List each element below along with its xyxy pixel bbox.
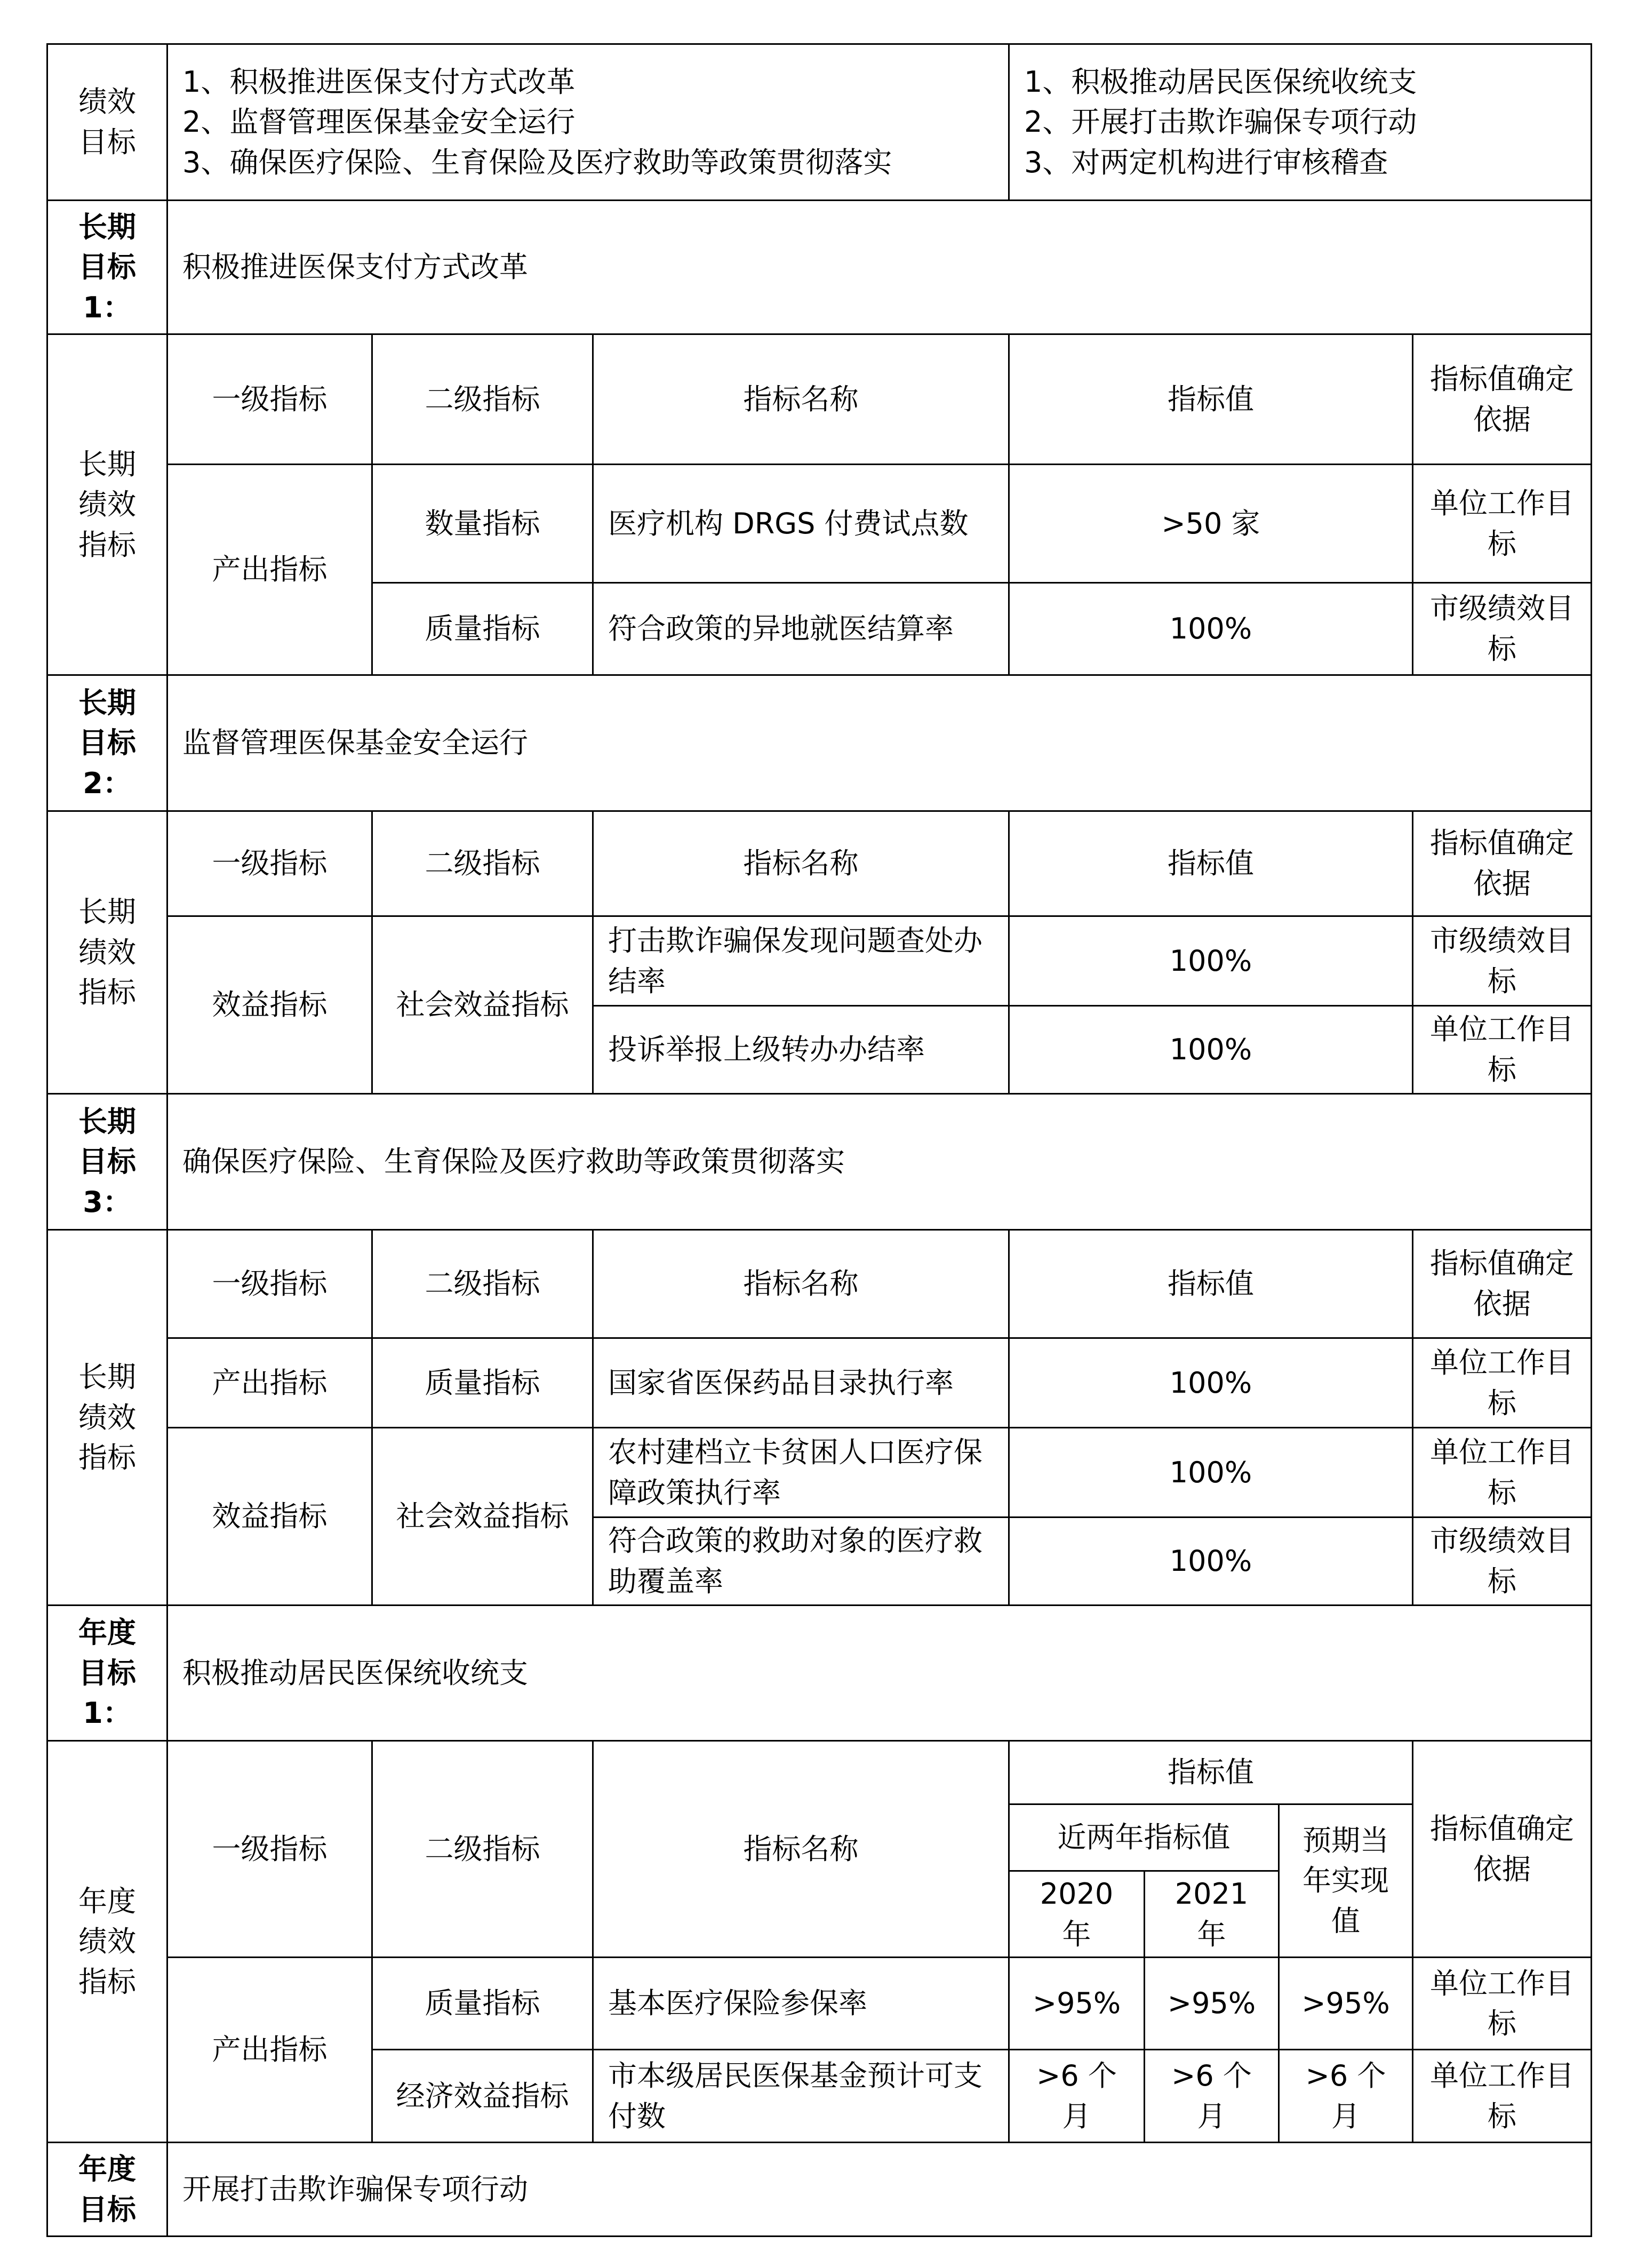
header-level2: 二级指标 [372,1741,593,1958]
table-row [47,916,1592,1006]
header-name: 指标名称 [593,1741,1009,1958]
expected-value-cell: >6 个月 [1279,2050,1413,2143]
goal-label-cell [47,1606,167,1741]
indicator-value-cell: 100% [1009,1338,1413,1428]
header-expected: 预期当年实现值 [1279,1804,1413,1958]
goal-label: 长期目标1： [78,210,136,324]
indicator-name-cell: 国家省医保药品目录执行率 [593,1338,1009,1428]
indicator-section-label-cell [47,334,167,675]
header-name: 指标名称 [593,334,1009,465]
indicator-name-cell: 符合政策的救助对象的医疗救助覆盖率 [593,1518,1009,1606]
goal-text: 积极推进医保支付方式改革 [167,201,1592,334]
table-row [47,1958,1592,2050]
indicator-value-cell: >50 家 [1009,465,1413,583]
level1-cell: 产出指标 [167,1958,372,2143]
header-level1: 一级指标 [167,811,372,916]
basis-cell: 单位工作目标 [1413,1428,1592,1518]
value-2020-cell: >95% [1009,1958,1145,2050]
indicator-name-cell: 符合政策的异地就医结算率 [593,583,1009,675]
header-year-2020: 2020 年 [1009,1871,1145,1958]
annual-goal-item: 3、对两定机构进行审核稽查 [1024,145,1388,179]
indicator-section-label-cell [47,1741,167,2143]
indicator-value-cell: 100% [1009,916,1413,1006]
long-term-goal-item: 3、确保医疗保险、生育保险及医疗救助等政策贯彻落实 [182,145,892,179]
goal-text: 开展打击欺诈骗保专项行动 [167,2143,1592,2237]
table-header-row [47,811,1592,916]
long-term-goal-item: 2、监督管理医保基金安全运行 [182,105,576,139]
goal-text: 确保医疗保险、生育保险及医疗救助等政策贯彻落实 [167,1094,1592,1230]
level2-cell: 社会效益指标 [372,916,593,1094]
table-row [47,1338,1592,1428]
level1-cell: 产出指标 [167,1338,372,1428]
goal-label: 年度目标1： [78,1616,136,1730]
table-row [47,1428,1592,1518]
indicator-section-label: 长期绩效指标 [78,1360,136,1475]
performance-goals-label: 绩效目标 [78,85,136,159]
value-2021-cell: >95% [1145,1958,1279,2050]
long-term-goals-list-cell [167,44,1009,201]
performance-goals-label-cell [47,44,167,201]
indicator-name-cell: 投诉举报上级转办办结率 [593,1006,1009,1094]
indicator-section-label-cell [47,1230,167,1606]
header-basis: 指标值确定依据 [1413,1230,1592,1338]
goal-row [47,201,1592,334]
performance-goals-table [46,43,1592,2237]
indicator-value-cell: 100% [1009,1006,1413,1094]
goal-label: 长期目标3： [78,1104,136,1219]
header-level2: 二级指标 [372,1230,593,1338]
goal-label: 年度目标 [78,2152,136,2226]
goal-row [47,1094,1592,1230]
table-header-row [47,1741,1592,1804]
header-value: 指标值 [1009,1741,1413,1804]
indicator-value-cell: 100% [1009,1428,1413,1518]
header-level1: 一级指标 [167,1230,372,1338]
goal-row [47,1606,1592,1741]
goal-text: 积极推动居民医保统收统支 [167,1606,1592,1741]
indicator-section-label: 年度绩效指标 [78,1884,136,1999]
level2-cell: 数量指标 [372,465,593,583]
basis-cell: 市级绩效目标 [1413,583,1592,675]
header-name: 指标名称 [593,811,1009,916]
basis-cell: 市级绩效目标 [1413,916,1592,1006]
header-basis: 指标值确定依据 [1413,1741,1592,1958]
indicator-name-cell: 打击欺诈骗保发现问题查处办结率 [593,916,1009,1006]
long-term-goal-item: 1、积极推进医保支付方式改革 [182,65,576,99]
goal-label-cell [47,2143,167,2237]
basis-cell: 单位工作目标 [1413,465,1592,583]
basis-cell: 单位工作目标 [1413,1338,1592,1428]
header-level1: 一级指标 [167,334,372,465]
indicator-value-cell: 100% [1009,1518,1413,1606]
level1-cell: 产出指标 [167,465,372,675]
header-value: 指标值 [1009,1230,1413,1338]
header-level2: 二级指标 [372,334,593,465]
level2-cell: 质量指标 [372,1958,593,2050]
level1-cell: 效益指标 [167,1428,372,1606]
table-row [47,44,1592,201]
table-header-row [47,1230,1592,1338]
annual-goals-list-cell [1009,44,1592,201]
indicator-name-cell: 医疗机构 DRGS 付费试点数 [593,465,1009,583]
header-basis: 指标值确定依据 [1413,811,1592,916]
value-2021-cell: >6 个月 [1145,2050,1279,2143]
goal-row [47,2143,1592,2237]
level2-cell: 经济效益指标 [372,2050,593,2143]
table-header-row [47,334,1592,465]
annual-goal-item: 1、积极推动居民医保统收统支 [1024,65,1417,99]
basis-cell: 市级绩效目标 [1413,1518,1592,1606]
annual-goal-item: 2、开展打击欺诈骗保专项行动 [1024,105,1417,139]
indicator-name-cell: 农村建档立卡贫困人口医疗保障政策执行率 [593,1428,1009,1518]
level2-cell: 质量指标 [372,583,593,675]
header-year-2021: 2021 年 [1145,1871,1279,1958]
goal-label-cell [47,675,167,811]
indicator-section-label-cell [47,811,167,1094]
goal-label-cell [47,1094,167,1230]
header-value: 指标值 [1009,334,1413,465]
header-level1: 一级指标 [167,1741,372,1958]
basis-cell: 单位工作目标 [1413,2050,1592,2143]
basis-cell: 单位工作目标 [1413,1006,1592,1094]
header-level2: 二级指标 [372,811,593,916]
indicator-value-cell: 100% [1009,583,1413,675]
header-recent-two-years: 近两年指标值 [1009,1804,1279,1871]
value-2020-cell: >6 个月 [1009,2050,1145,2143]
header-value: 指标值 [1009,811,1413,916]
goal-label-cell [47,201,167,334]
goal-label: 长期目标2： [78,685,136,800]
goal-row [47,675,1592,811]
indicator-name-cell: 基本医疗保险参保率 [593,1958,1009,2050]
level1-cell: 效益指标 [167,916,372,1094]
table-row [47,465,1592,583]
level2-cell: 社会效益指标 [372,1428,593,1606]
indicator-name-cell: 市本级居民医保基金预计可支付数 [593,2050,1009,2143]
header-name: 指标名称 [593,1230,1009,1338]
indicator-section-label: 长期绩效指标 [78,895,136,1010]
basis-cell: 单位工作目标 [1413,1958,1592,2050]
expected-value-cell: >95% [1279,1958,1413,2050]
indicator-section-label: 长期绩效指标 [78,447,136,562]
header-basis: 指标值确定依据 [1413,334,1592,465]
level2-cell: 质量指标 [372,1338,593,1428]
goal-text: 监督管理医保基金安全运行 [167,675,1592,811]
